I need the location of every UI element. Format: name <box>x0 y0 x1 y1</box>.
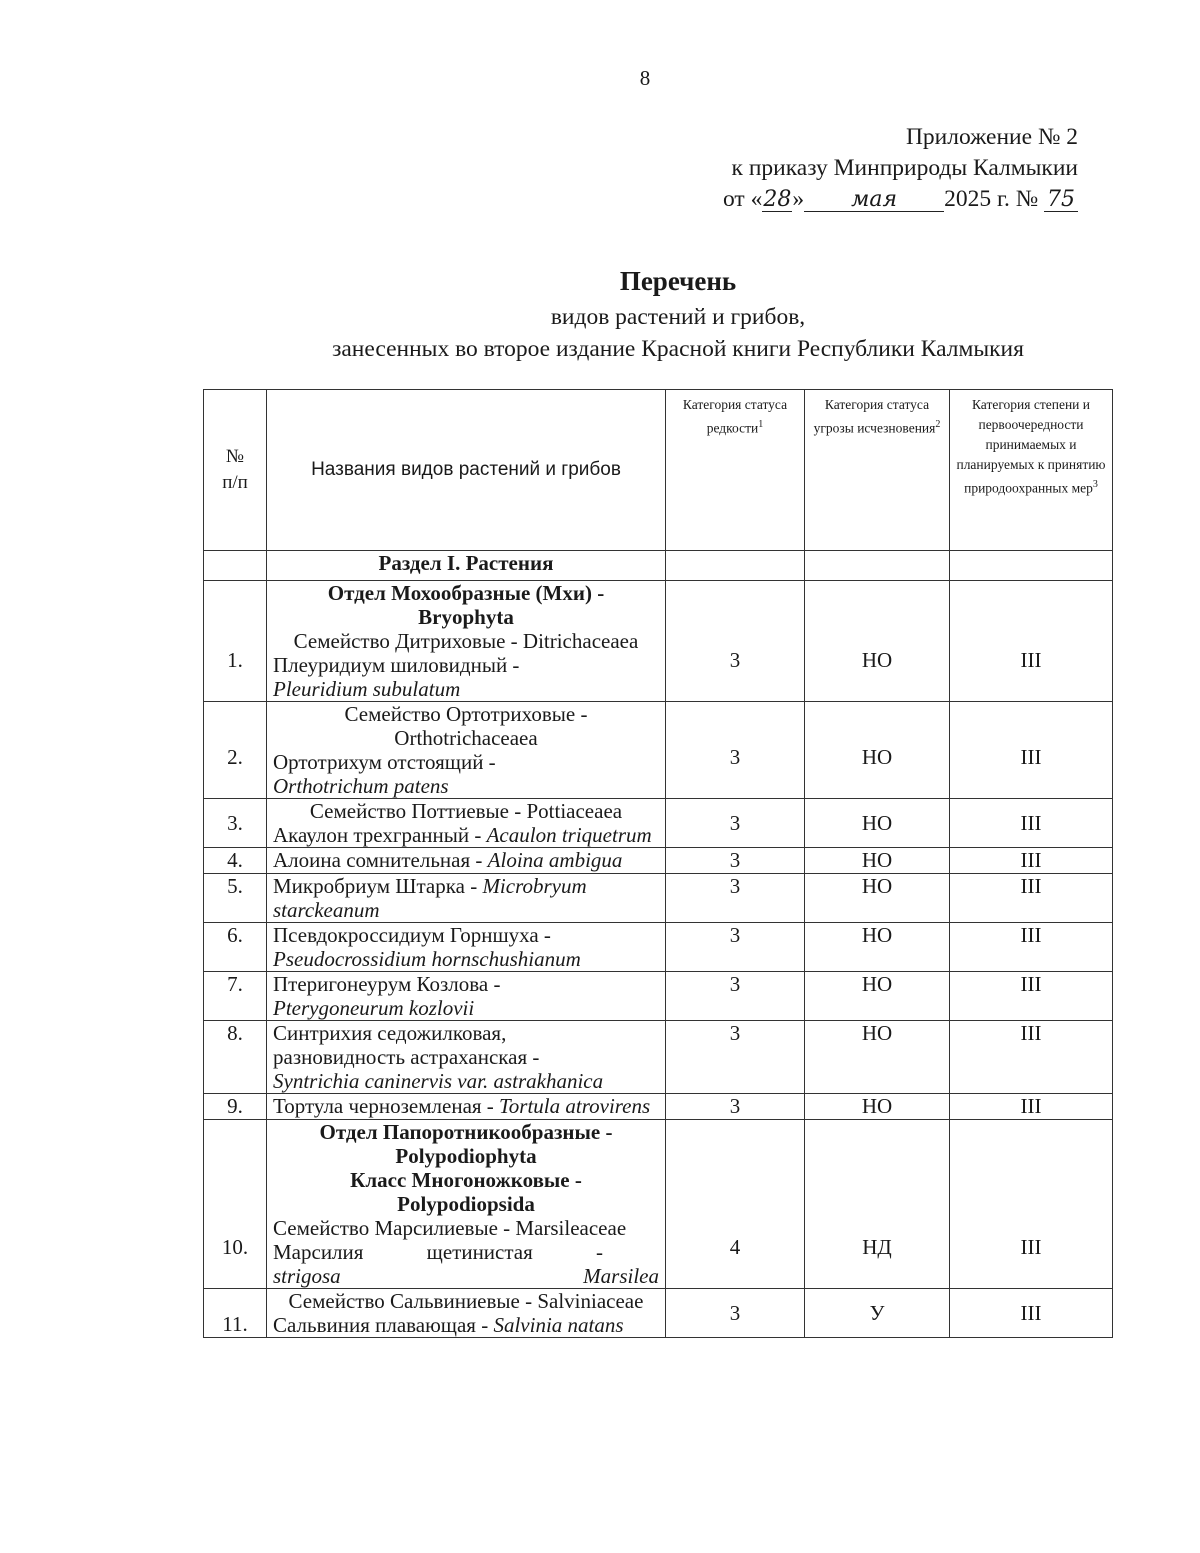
measures-value: III <box>950 1289 1113 1338</box>
measures-value: III <box>950 923 1113 972</box>
table-row <box>204 923 1113 972</box>
threat-value: НО <box>805 702 950 799</box>
measures-value: III <box>950 1094 1113 1120</box>
header-num <box>204 390 267 551</box>
header-name: Названия видов растений и грибов <box>267 390 666 551</box>
species-ru: Тортула черноземленая - <box>273 1094 494 1118</box>
header-threat: Категория статуса угрозы исчезновения$^2$ <box>805 390 950 551</box>
rarity-value: 3 <box>666 1021 805 1094</box>
row-number: 10. <box>204 1120 267 1289</box>
threat-value: НО <box>805 1094 950 1120</box>
measures-value: III <box>950 874 1113 923</box>
species-cell <box>267 1120 666 1289</box>
species-ru: Алоина сомнительная - <box>273 848 483 872</box>
handwritten-day: 28 <box>763 187 792 212</box>
table-row <box>204 702 1113 799</box>
table-row <box>204 799 1113 848</box>
species-ru: Плеуридиум шиловидный - <box>273 653 520 677</box>
family-label: Семейство Марсилиевые - Marsileaceae <box>273 1216 627 1240</box>
species-latin: Microbryum starckeanum <box>273 874 587 922</box>
species-ru: Марсилия щетинистая - <box>273 1240 603 1264</box>
species-ru: Ортотрихум отстоящий - <box>273 750 496 774</box>
threat-value: НО <box>805 874 950 923</box>
species-table <box>203 389 1113 1338</box>
family-label: Семейство Ортотриховые - Orthotrichaceaea <box>344 702 588 750</box>
species-cell <box>267 1289 666 1338</box>
threat-value: НО <box>805 923 950 972</box>
species-cell <box>267 972 666 1021</box>
species-cell <box>267 848 666 874</box>
species-latin: Syntrichia caninervis var. astrakhanica <box>273 1069 604 1093</box>
rarity-value: 3 <box>666 848 805 874</box>
row-number: 7. <box>204 972 267 1021</box>
species-latin: Pterygoneurum kozlovii <box>273 996 475 1020</box>
table-row <box>204 1289 1113 1338</box>
table-row <box>204 581 1113 702</box>
rarity-value: 3 <box>666 799 805 848</box>
rarity-value: 3 <box>666 874 805 923</box>
date-suffix: 2025 г. № <box>944 186 1039 212</box>
division-label: Отдел Папоротникообразные - Polypodiophyta <box>319 1120 613 1168</box>
table-row <box>204 1094 1113 1120</box>
species-latin-part2: strigosa <box>273 1264 341 1288</box>
measures-value: III <box>950 702 1113 799</box>
rarity-value: 4 <box>666 1120 805 1289</box>
appendix-date-line <box>723 184 1078 215</box>
species-latin: Salvinia natans <box>493 1313 624 1337</box>
page-number: 8 <box>639 66 651 90</box>
threat-value: НО <box>805 848 950 874</box>
table-row <box>204 1021 1113 1094</box>
measures-value: III <box>950 972 1113 1021</box>
measures-value: III <box>950 581 1113 702</box>
division-label: Отдел Мохообразные (Мхи) - Bryophyta <box>327 581 605 629</box>
rarity-value: 3 <box>666 1094 805 1120</box>
species-ru: Микробриум Штарка - <box>273 874 478 898</box>
table-row <box>204 848 1113 874</box>
row-number: 8. <box>204 1021 267 1094</box>
species-cell <box>267 799 666 848</box>
species-latin-part1: Marsilea <box>583 1264 659 1288</box>
species-cell <box>267 923 666 972</box>
threat-value: НО <box>805 1021 950 1094</box>
row-number: 3. <box>204 799 267 848</box>
threat-value: НО <box>805 581 950 702</box>
threat-value: НО <box>805 799 950 848</box>
species-latin: Pseudocrossidium hornschushianum <box>273 947 581 971</box>
handwritten-order-number: 75 <box>1044 189 1078 212</box>
species-ru: Синтрихия седожилковая, разновидность астраханская - <box>273 1021 540 1069</box>
row-number: 1. <box>204 581 267 702</box>
family-label: Семейство Сальвиниевые - Salviniaceae <box>288 1289 644 1313</box>
family-label: Семейство Поттиевые - Pottiaceaea <box>309 799 623 823</box>
species-cell <box>267 702 666 799</box>
species-latin: Aloina ambigua <box>487 848 623 872</box>
header-measures: Категория степени и первоочередности принимаемых и планируемых к принятию природоохранных мер$^3$ <box>950 390 1113 551</box>
rarity-value: 3 <box>666 972 805 1021</box>
row-number: 11. <box>204 1289 267 1338</box>
species-latin: Tortula atrovirens <box>499 1094 651 1118</box>
measures-value: III <box>950 848 1113 874</box>
threat-value: НД <box>805 1120 950 1289</box>
table-row <box>204 972 1113 1021</box>
species-latin: Acaulon triquetrum <box>486 823 652 847</box>
species-cell <box>267 1021 666 1094</box>
row-number: 5. <box>204 874 267 923</box>
header-num-line2: п/п <box>222 472 248 493</box>
species-cell <box>267 581 666 702</box>
species-latin: Pleuridium subulatum <box>273 677 461 701</box>
date-prefix: от « <box>722 186 763 212</box>
date-mid: » <box>792 186 805 212</box>
rarity-value: 3 <box>666 1289 805 1338</box>
measures-value: III <box>950 1021 1113 1094</box>
species-cell <box>267 1094 666 1120</box>
species-ru: Сальвиния плавающая - <box>273 1313 489 1337</box>
section-title: Раздел I. Растения <box>267 551 666 581</box>
table-row <box>204 1120 1113 1289</box>
table-row <box>204 874 1113 923</box>
measures-value: III <box>950 1120 1113 1289</box>
species-ru: Птеригонеурум Козлова - <box>273 972 501 996</box>
species-cell <box>267 874 666 923</box>
measures-value: III <box>950 799 1113 848</box>
threat-value: У <box>805 1289 950 1338</box>
document-subtitle-2: занесенных во второе издание Красной книги Республики Калмыкия <box>332 336 1024 362</box>
appendix-title: Приложение № 2 <box>905 124 1078 150</box>
class-label: Класс Многоножковые - Polypodiopsida <box>350 1168 582 1216</box>
header-rarity: Категория статуса редкости$^1$ <box>666 390 805 551</box>
rarity-value: 3 <box>666 702 805 799</box>
document-subtitle-1: видов растений и грибов, <box>550 304 806 330</box>
species-ru: Псевдокроссидиум Горншуха - <box>273 923 551 947</box>
appendix-block <box>723 122 1078 215</box>
species-latin: Orthotrichum patens <box>273 774 449 798</box>
appendix-order: к приказу Минприроды Калмыкии <box>731 155 1078 181</box>
row-number: 2. <box>204 702 267 799</box>
row-number: 4. <box>204 848 267 874</box>
header-num-line1: № <box>225 446 245 467</box>
family-label: Семейство Дитриховые - Ditrichaceaea <box>293 629 639 653</box>
threat-value: НО <box>805 972 950 1021</box>
rarity-value: 3 <box>666 581 805 702</box>
row-number: 9. <box>204 1094 267 1120</box>
species-ru: Акаулон трехгранный - <box>273 823 482 847</box>
section-row <box>204 551 1113 581</box>
table-header-row <box>204 390 1113 551</box>
row-number: 6. <box>204 923 267 972</box>
rarity-value: 3 <box>666 923 805 972</box>
handwritten-month: мая <box>804 189 944 212</box>
document-title: Перечень <box>619 266 737 296</box>
